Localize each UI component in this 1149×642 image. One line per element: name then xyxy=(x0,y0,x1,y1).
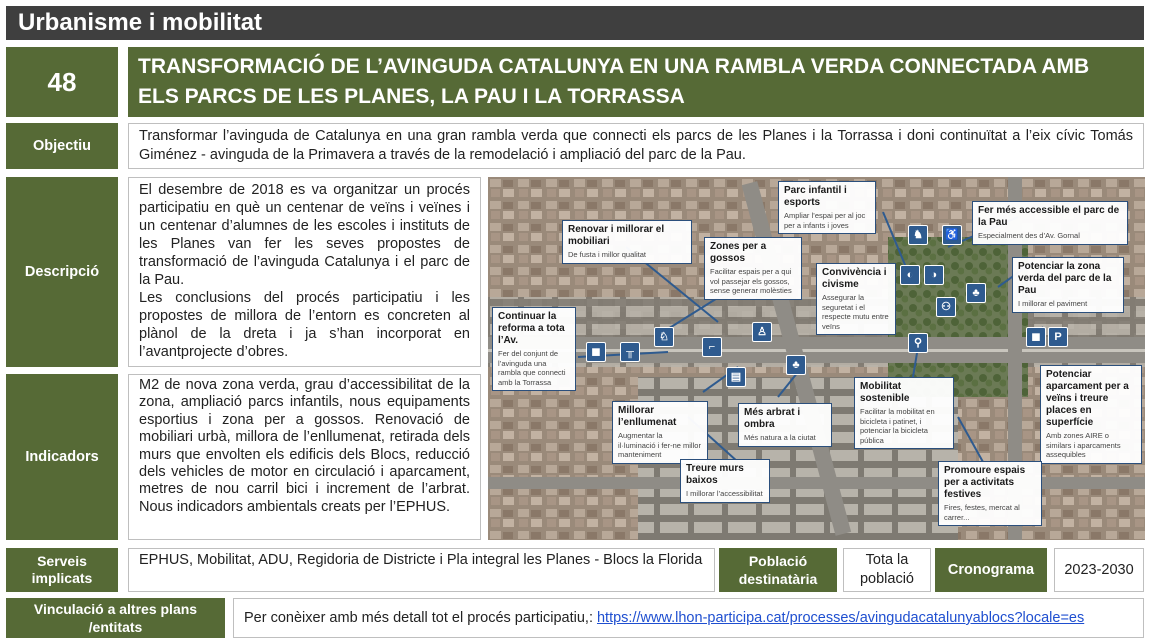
people-icon: ⚇ xyxy=(936,297,956,317)
descripcio-label: Descripció xyxy=(6,177,118,367)
objectiu-label: Objectiu xyxy=(6,123,118,169)
card-title: TRANSFORMACIÓ DE L’AVINGUDA CATALUNYA EN UNA RAMBLA VERDA CONNECTADA AMB ELS PARCS DE LES PLANES, LA PAU I LA TORRASSA xyxy=(128,47,1144,117)
callout-murs: Treure murs baixos I millorar l’accessibilitat xyxy=(680,459,770,503)
lamp-icon: ⌐ xyxy=(702,337,722,357)
callout-convivencia: Convivència i civisme Assegurar la seguretat i el respecte mutu entre veïns xyxy=(816,263,896,335)
card-number: 48 xyxy=(6,47,118,117)
cronograma-value: 2023-2030 xyxy=(1054,548,1144,592)
callout-continuar-reforma: Continuar la reforma a tota l’Av. Fer del conjunt de l’avinguda una rambla que connecti amb la Torrassa xyxy=(492,307,576,391)
vinculacio-label: Vinculació a altres plans /entitats xyxy=(6,598,225,638)
aerial-map xyxy=(488,177,1145,540)
section-title: Urbanisme i mobilitat xyxy=(18,9,263,36)
tennis-icon: ◑ xyxy=(924,265,944,285)
callout-arbrat: Més arbrat i ombra Més natura a la ciutat xyxy=(738,403,832,447)
participation-link[interactable]: https://www.lhon-participa.cat/processes/avingudacatalunyablocs?locale=es xyxy=(596,610,1085,626)
tree-icon: ♣ xyxy=(786,355,806,375)
wall-icon: ▤ xyxy=(726,367,746,387)
callout-mobilitat: Mobilitat sostenible Facilitar la mobilitat en bicicleta i patinet, i potenciar la bicicleta pública xyxy=(854,377,954,449)
objectiu-text: Transformar l’avinguda de Catalunya en una gran rambla verda que connecti els parcs de les Planes i la Torrassa i doni continuïtat a l’eix cívic Tomás Giménez - avinguda de la Primavera a través de la remodelació i ampliació del parc de la Pau. xyxy=(128,123,1144,169)
callout-zona-verda: Potenciar la zona verda del parc de la Pau I millorar el paviment xyxy=(1012,257,1124,313)
wheelchair-icon: ♿ xyxy=(942,225,962,245)
section-header xyxy=(6,6,1144,40)
cronograma-label: Cronograma xyxy=(935,548,1047,592)
descripcio-paragraph-1: El desembre de 2018 es va organitzar un procés participatiu en què un centenar de veïns i veïnes i un centenar d’alumnes de les escoles i instituts de les Planes van fer les seves propostes de transformació de l’avinguda Catalunya i el parc de la Pau. xyxy=(139,182,470,288)
descripcio-paragraph-2: Les conclusions del procés participatiu i les propostes de millora de l’entorn es concreten al plànol de la dreta i ja s’han incorporat en l’avantprojecte d’obres. xyxy=(139,290,470,360)
tree-icon-2: ♣ xyxy=(966,283,986,303)
serveis-label: Serveis implicats xyxy=(6,548,118,592)
callout-mobiliari: Renovar i millorar el mobiliari De fusta i millor qualitat xyxy=(562,220,692,264)
playground-icon: ♞ xyxy=(908,225,928,245)
callout-festives: Promoure espais per a activitats festives Fires, festes, mercat al carrer... xyxy=(938,461,1042,526)
sports-icon: ◐ xyxy=(900,265,920,285)
indicadors-text: M2 de nova zona verda, grau d’accessibilitat de la zona, ampliació parcs infantils, nous equipaments esportius i zona per a gossos. Renovació de mobiliari urbà, millora de l’enllumenat, retirada dels murs que envolten els edificis dels Blocs, reducció dels vehicles de motor en circulació i aparcament, metres de nou carril bici i increment de l’arbrat. Nous indicadors ambientals creats per l’EPHUS. xyxy=(128,374,481,540)
vinculacio-text xyxy=(233,598,1144,638)
bench-icon: ╥ xyxy=(620,342,640,362)
descripcio-text xyxy=(128,177,481,367)
person-icon: ♙ xyxy=(752,322,772,342)
car-icon-2: ◼ xyxy=(1026,327,1046,347)
car-icon: ◼ xyxy=(586,342,606,362)
callout-aparcament: Potenciar aparcament per a veïns i treure places en superfície Amb zones AIRE o similars i aparcaments assequibles xyxy=(1040,365,1142,464)
parking-icon: P xyxy=(1048,327,1068,347)
dog-icon: ♘ xyxy=(654,327,674,347)
callout-enllumenat: Millorar l’enllumenat Augmentar la il·luminació i fer-ne millor manteniment xyxy=(612,401,708,464)
callout-accessible: Fer més accessible el parc de la Pau Especialment des d’Av. Gornal xyxy=(972,201,1128,245)
poblacio-value: Tota la població xyxy=(843,548,931,592)
bicycle-icon: ⚲ xyxy=(908,333,928,353)
indicadors-label: Indicadors xyxy=(6,374,118,540)
poblacio-label: Població destinatària xyxy=(719,548,837,592)
callout-gossos: Zones per a gossos Facilitar espais per a qui vol passejar els gossos, sense generar molèsties xyxy=(704,237,802,300)
callout-parc-infantil: Parc infantil i esports Ampliar l’espai per al joc per a infants i joves xyxy=(778,181,876,234)
vinculacio-intro: Per conèixer amb més detall tot el procés participatiu,: xyxy=(244,610,593,626)
serveis-text: EPHUS, Mobilitat, ADU, Regidoria de Districte i Pla integral les Planes - Blocs la Florida xyxy=(128,548,715,592)
